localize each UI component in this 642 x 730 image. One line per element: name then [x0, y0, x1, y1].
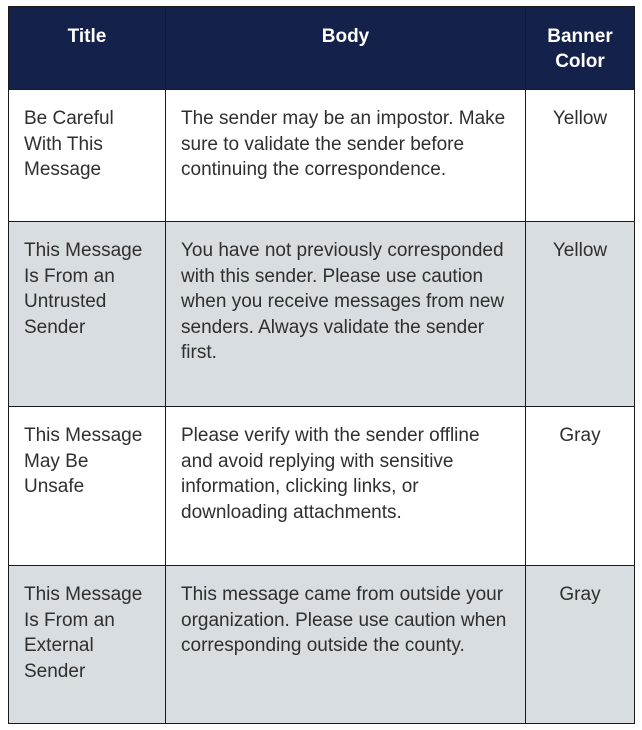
row-title-cell: This Message Is From an Untrusted Sender	[9, 222, 166, 407]
table-row	[9, 90, 635, 222]
row-body-cell: You have not previously corresponded with this sender. Please use caution when you receive messages from new senders. Always validate the sender first.	[166, 222, 526, 407]
row-body-cell: This message came from outside your organization. Please use caution when corresponding outside the county.	[166, 566, 526, 724]
table-header-row	[9, 7, 635, 90]
row-body-cell: The sender may be an impostor. Make sure to validate the sender before continuing the correspondence.	[166, 90, 526, 222]
column-header-title: Title	[9, 7, 166, 90]
row-banner-color-cell: Yellow	[526, 90, 635, 222]
row-banner-color-cell: Gray	[526, 566, 635, 724]
row-title-cell: Be Careful With This Message	[9, 90, 166, 222]
column-header-banner-color: Banner Color	[526, 7, 635, 90]
row-banner-color-cell: Yellow	[526, 222, 635, 407]
table-row	[9, 566, 635, 724]
row-body-cell: Please verify with the sender offline and avoid replying with sensitive information, clicking links, or downloading attachments.	[166, 407, 526, 566]
row-title-cell: This Message Is From an External Sender	[9, 566, 166, 724]
table-row	[9, 407, 635, 566]
column-header-body: Body	[166, 7, 526, 90]
table-row	[9, 222, 635, 407]
banner-message-table	[8, 6, 635, 724]
row-banner-color-cell: Gray	[526, 407, 635, 566]
row-title-cell: This Message May Be Unsafe	[9, 407, 166, 566]
